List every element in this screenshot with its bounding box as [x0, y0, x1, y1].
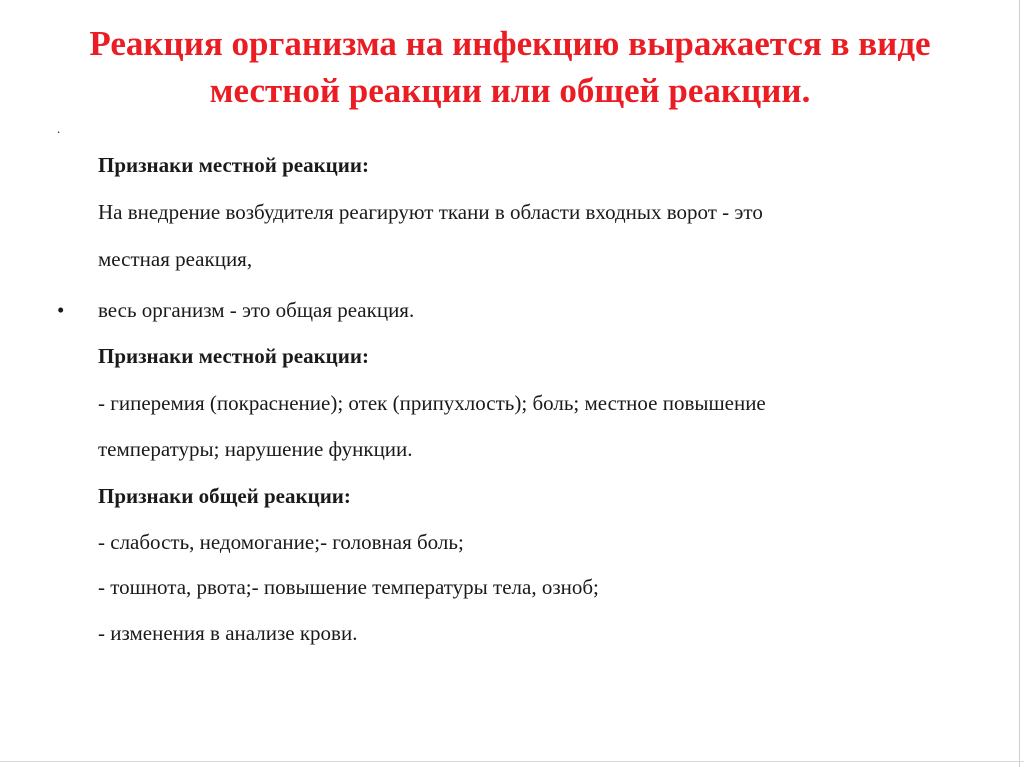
- local-signs-list-1: - гиперемия (покраснение); отек (припухлость); боль; местное повышение: [98, 391, 766, 415]
- bullet-dot: •: [57, 298, 65, 322]
- general-reaction-text: весь организм - это общая реакция.: [98, 298, 415, 322]
- general-signs-item-3: - изменения в анализе крови.: [98, 621, 358, 645]
- slide-title: Реакция организма на инфекцию выражается в виде местной реакции или общей реакции.: [89, 24, 931, 110]
- slide-right-border: [1019, 0, 1020, 767]
- local-reaction-text-1: На внедрение возбудителя реагируют ткани в области входных ворот - это: [98, 200, 763, 224]
- bullet-dot-small: .: [57, 121, 61, 136]
- local-signs-list-2: температуры; нарушение функции.: [98, 437, 413, 461]
- general-signs-heading: Признаки общей реакции:: [98, 484, 351, 508]
- general-signs-item-2: - тошнота, рвота;- повышение температуры тела, озноб;: [98, 575, 599, 599]
- slide-bottom-border: [0, 761, 1024, 762]
- local-reaction-text-2: местная реакция,: [98, 247, 253, 271]
- local-signs-heading-2: Признаки местной реакции:: [98, 344, 369, 368]
- general-signs-item-1: - слабость, недомогание;- головная боль;: [98, 530, 464, 554]
- local-signs-heading-1: Признаки местной реакции:: [98, 153, 369, 177]
